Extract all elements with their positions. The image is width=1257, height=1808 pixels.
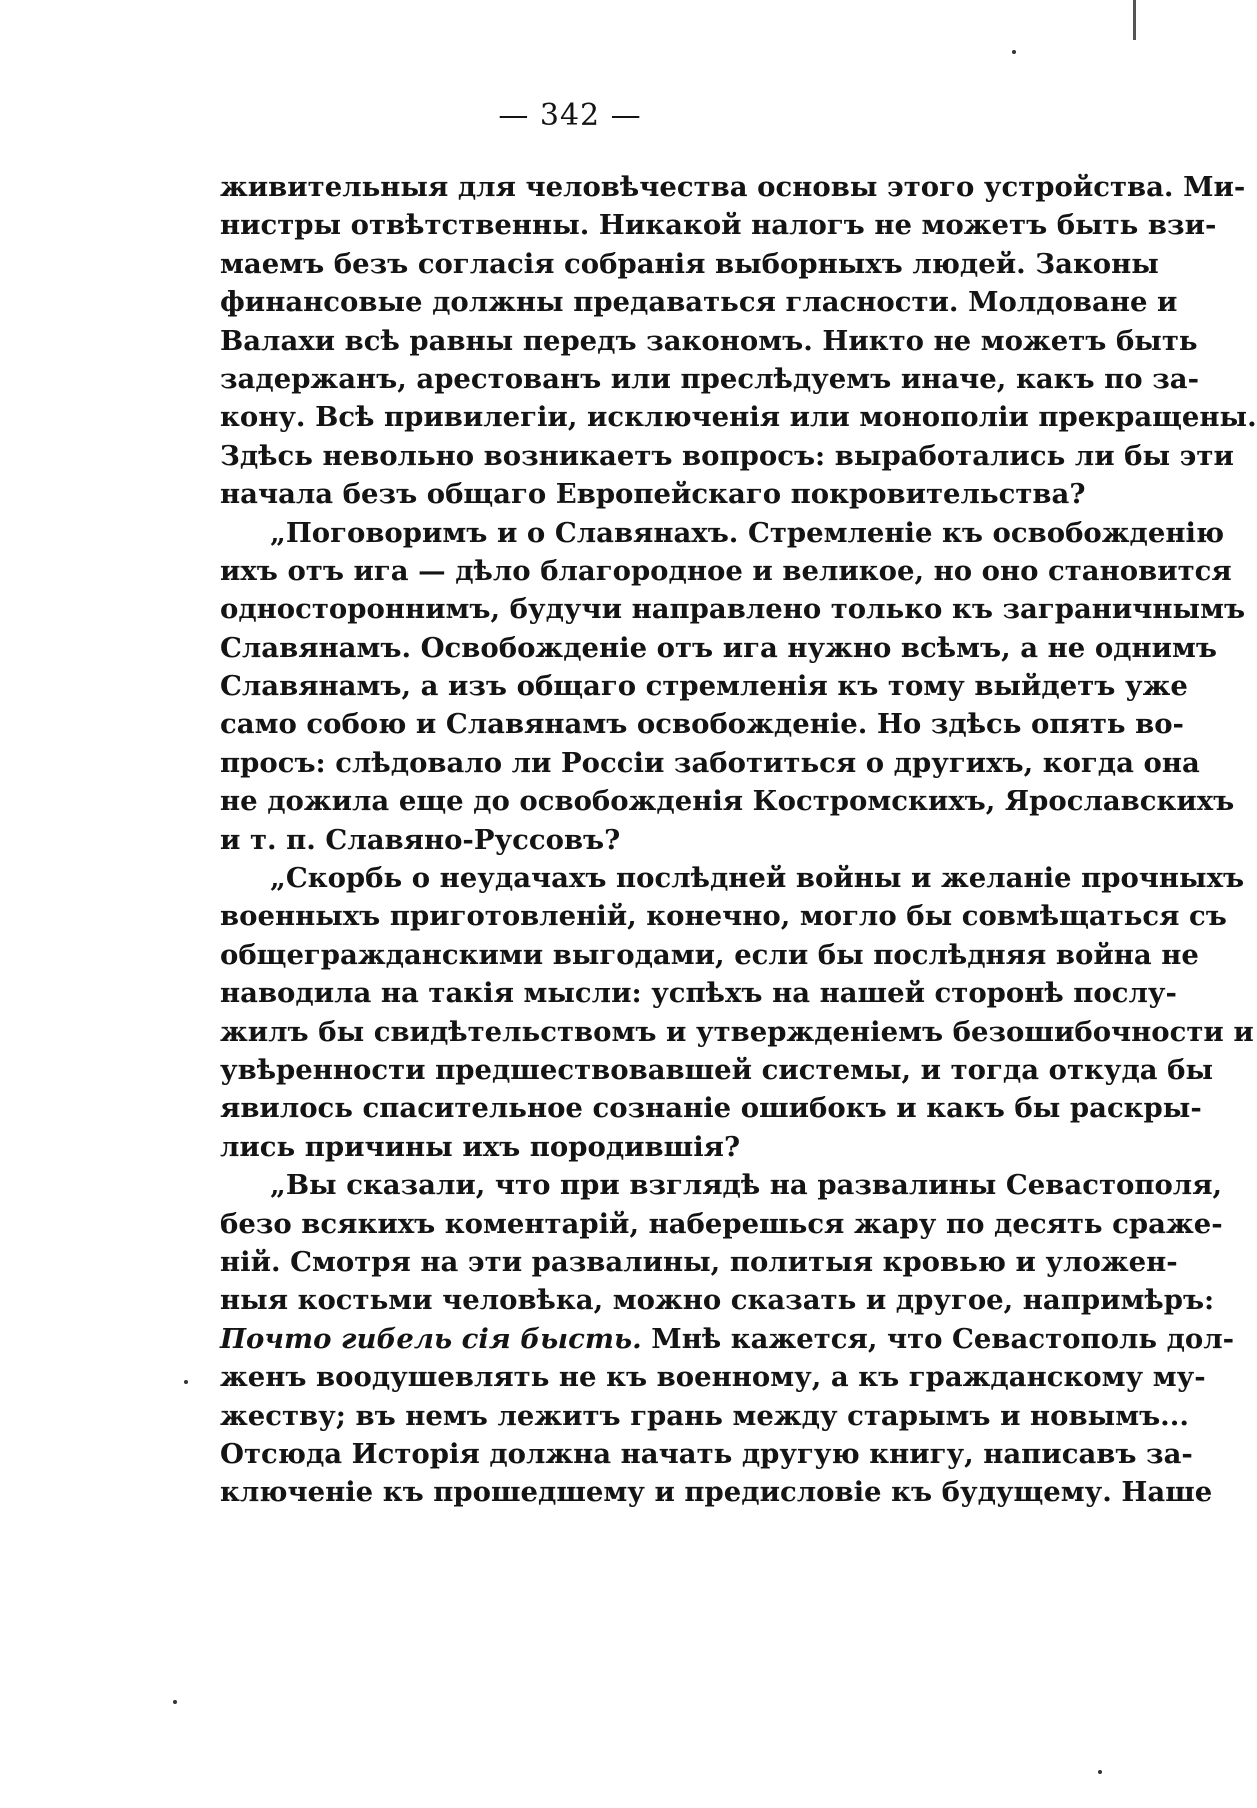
page-number: — 342 — — [498, 98, 642, 133]
text-line: само собою и Славянамъ освобожденіе. Но здѣсь опять во- — [220, 708, 1184, 741]
text-line: увѣренности предшествовавшей системы, и тогда откуда бы — [220, 1053, 1214, 1086]
text-line: ключеніе къ прошедшему и предисловіе къ будущему. Наше — [220, 1476, 1213, 1509]
text-line: безо всякихъ коментарій, наберешься жару по десять сраже- — [220, 1207, 1223, 1240]
text-line: Здѣсь невольно возникаетъ вопросъ: выработались ли бы эти — [220, 439, 1234, 472]
body-text — [220, 168, 1257, 1512]
text-line: нистры отвѣтственны. Никакой налогъ не можетъ быть взи- — [220, 209, 1217, 242]
italic-quote: Почто гибель сія бысть. — [220, 1322, 642, 1355]
page-edge-mark — [1133, 0, 1136, 40]
text-line: Славянамъ, а изъ общаго стремленія къ тому выйдетъ уже — [220, 670, 1188, 703]
text-line: лись причины ихъ породившія? — [220, 1130, 741, 1163]
text-line: просъ: слѣдовало ли Россіи заботиться о другихъ, когда она — [220, 746, 1200, 779]
text-line: кону. Всѣ привилегіи, исключенія или монополіи прекращены. — [220, 401, 1257, 434]
text-line: общегражданскими выгодами, если бы послѣдняя война не — [220, 938, 1199, 971]
text-line: финансовые должны предаваться гласности. Молдоване и — [220, 286, 1178, 319]
text-line: явилось спасительное сознаніе ошибокъ и какъ бы раскры- — [220, 1092, 1202, 1125]
text-line: Отсюда Исторія должна начать другую книгу, написавъ за- — [220, 1437, 1193, 1470]
text-line: живительныя для человѣчества основы этого устройства. Ми- — [220, 171, 1246, 203]
text-line: начала безъ общаго Европейскаго покровительства? — [220, 478, 1086, 511]
text-line: Славянамъ. Освобожденіе отъ ига нужно всѣмъ, а не однимъ — [220, 631, 1217, 664]
text-line: женъ воодушевлять не къ военному, а къ гражданскому му- — [220, 1361, 1206, 1394]
text-line: не дожила еще до освобожденія Костромскихъ, Ярославскихъ — [220, 785, 1235, 818]
text-line: одностороннимъ, будучи направлено только къ заграничнымъ — [220, 593, 1246, 626]
text-line: „Вы сказали, что при взглядѣ на развалины Севастополя, — [270, 1169, 1223, 1202]
text-line: „Скорбь о неудачахъ послѣдней войны и желаніе прочныхъ — [270, 862, 1245, 895]
text-line: наводила на такія мысли: успѣхъ на нашей сторонѣ послу- — [220, 977, 1177, 1010]
ink-speck — [173, 1700, 177, 1704]
text-line: ихъ отъ ига — дѣло благородное и великое, но оно становится — [220, 554, 1232, 587]
text-line: жеству; въ немъ лежитъ грань между старымъ и новымъ... — [220, 1399, 1189, 1432]
ink-speck — [1098, 1770, 1102, 1774]
text-line: и т. п. Славяно-Руссовъ? — [220, 823, 621, 856]
text-line: „Поговоримъ и о Славянахъ. Стремленіе къ освобожденію — [270, 516, 1225, 549]
text-line: задержанъ, арестованъ или преслѣдуемъ иначе, какъ по за- — [220, 362, 1199, 395]
text-line: военныхъ приготовленій, конечно, могло бы совмѣщаться съ — [220, 900, 1227, 933]
text-line: жилъ бы свидѣтельствомъ и утвержденіемъ безошибочности и — [220, 1015, 1254, 1048]
text-line: Почто гибель сія бысть. Мнѣ кажется, что Севастополь дол- — [220, 1322, 1235, 1355]
ink-speck — [184, 1380, 188, 1384]
text-line: ныя костьми человѣка, можно сказать и другое, напримѣръ: — [220, 1284, 1215, 1317]
text-line: ній. Смотря на эти развалины, политыя кровью и уложен- — [220, 1245, 1178, 1278]
ink-speck — [1012, 50, 1016, 54]
text-line: маемъ безъ согласія собранія выборныхъ людей. Законы — [220, 247, 1159, 280]
text-line: Валахи всѣ равны передъ закономъ. Никто не можетъ быть — [220, 324, 1198, 357]
